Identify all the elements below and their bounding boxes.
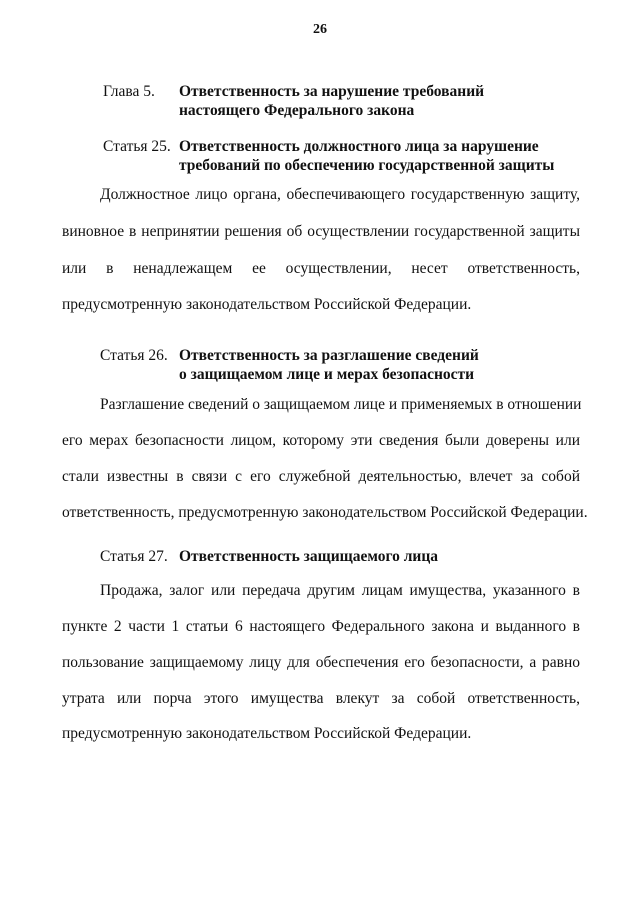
chapter-heading: [103, 82, 603, 120]
paragraph-line: пункте 2 части 1 статьи 6 настоящего Федерального закона и выданного в: [62, 618, 580, 635]
article-title-line: Ответственность должностного лица за нарушение: [179, 138, 539, 155]
paragraph-line: Должностное лицо органа, обеспечивающего государственную защиту,: [100, 186, 580, 203]
article-label: Статья 25.: [103, 138, 171, 155]
paragraph-line: предусмотренную законодательством Российской Федерации.: [62, 296, 472, 313]
article-heading: [103, 137, 603, 175]
article-label: Статья 26.: [100, 347, 168, 364]
paragraph-line: его мерах безопасности лицом, которому эти сведения были доверены или: [62, 432, 580, 449]
word: осуществлении,: [285, 260, 392, 277]
article-title-line: требований по обеспечению государственной защиты: [179, 157, 555, 174]
paragraph-line: утрата или порча этого имущества влекут за собой ответственность,: [62, 690, 580, 707]
paragraph-line: [62, 260, 580, 278]
paragraph-line: стали известны в связи с его служебной деятельностью, влечет за собой: [62, 468, 580, 485]
article-heading: [100, 346, 600, 384]
paragraph-line: пользование защищаемому лицу для обеспечения его безопасности, а равно: [62, 654, 580, 671]
word: ненадлежащем: [133, 260, 233, 277]
article-title: [179, 137, 554, 175]
word: в: [106, 260, 114, 277]
word: несет: [411, 260, 448, 277]
word: ее: [252, 260, 266, 277]
article-title: [179, 547, 438, 566]
word: или: [62, 260, 87, 277]
chapter-title: [179, 82, 484, 120]
article-title-line: о защищаемом лице и мерах безопасности: [179, 366, 475, 383]
paragraph-line: виновное в непринятии решения об осуществлении государственной защиты: [62, 223, 580, 240]
article-label: Статья 27.: [100, 548, 168, 565]
article-heading: [100, 547, 600, 566]
paragraph-line: ответственность, предусмотренную законодательством Российской Федерации.: [62, 504, 588, 521]
paragraph-line: Разглашение сведений о защищаемом лице и применяемых в отношении: [100, 396, 582, 413]
paragraph-line: предусмотренную законодательством Российской Федерации.: [62, 725, 472, 742]
page-number: 26: [313, 22, 327, 37]
article-title-line: Ответственность за разглашение сведений: [179, 347, 479, 364]
chapter-label: Глава 5.: [103, 83, 155, 100]
article-title-line: Ответственность защищаемого лица: [179, 548, 439, 565]
word: ответственность,: [467, 260, 580, 277]
article-title: [179, 346, 479, 384]
chapter-title-line: Ответственность за нарушение требований: [179, 83, 485, 100]
paragraph-line: Продажа, залог или передача другим лицам имущества, указанного в: [100, 582, 580, 599]
chapter-title-line: настоящего Федерального закона: [179, 102, 415, 119]
